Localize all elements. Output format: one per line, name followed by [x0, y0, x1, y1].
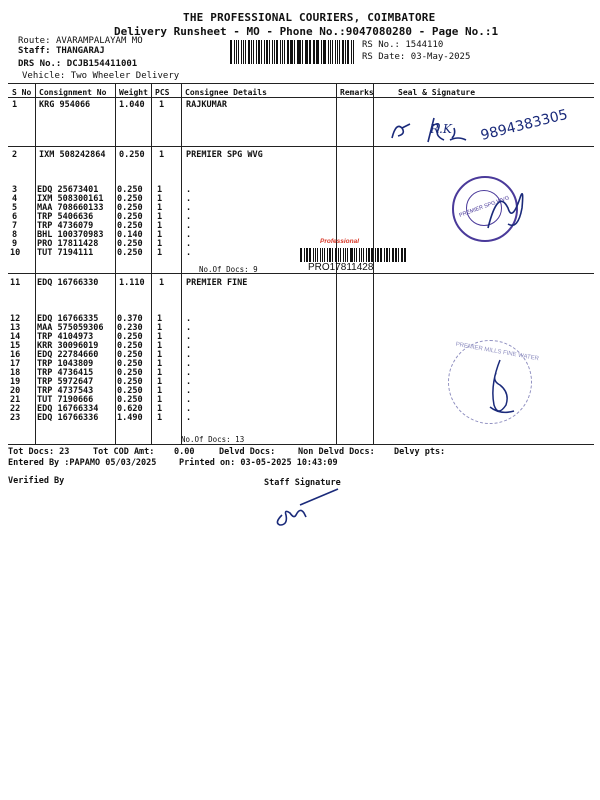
row-2-cno: IXM 508242864: [39, 150, 106, 160]
barcode-bar: [353, 40, 354, 64]
row-2-weight: 0.250: [119, 150, 145, 160]
vehicle-value: Two Wheeler Delivery: [70, 71, 180, 81]
row-22-pcs: 1: [157, 404, 163, 414]
barcode-bar: [398, 248, 399, 262]
col-weight: Weight: [119, 88, 148, 97]
row-15-sno: 15: [10, 341, 21, 351]
total-cod-label: Tot COD Amt:: [93, 447, 155, 457]
col-divider-1: [35, 84, 36, 444]
company-title: THE PROFESSIONAL COURIERS, COIMBATORE: [183, 11, 436, 24]
row-4-weight: 0.250: [117, 194, 143, 204]
barcode-bar: [343, 248, 344, 262]
barcode-bar: [313, 40, 314, 64]
row-20-sno: 20: [10, 386, 21, 396]
route-value: AVARAMPALAYAM MO: [55, 36, 143, 46]
barcode-bar: [377, 248, 379, 262]
row-19-cno: TRP 5972647: [37, 377, 94, 387]
row-6-dot: .: [186, 212, 192, 222]
row-13-dot: .: [186, 323, 192, 333]
barcode-bar: [306, 248, 308, 262]
barcode-bar: [236, 40, 237, 64]
barcode-bar: [330, 40, 331, 64]
row-19-weight: 0.250: [117, 377, 143, 387]
row-14-pcs: 1: [157, 332, 163, 342]
barcode-bar: [266, 40, 268, 64]
rs-no-label: RS No.:: [362, 40, 400, 50]
row-11-pcs: 1: [159, 278, 165, 288]
barcode-bar: [332, 248, 333, 262]
barcode-bar: [401, 248, 402, 262]
table-top-rule: [8, 83, 594, 84]
barcode-bar: [335, 40, 336, 64]
barcode-bar: [287, 40, 289, 64]
vehicle-label: Vehicle:: [22, 71, 66, 81]
barcode-bar: [322, 248, 323, 262]
row-12-cno: EDQ 16766335: [37, 314, 99, 324]
seal-2-scribble: [470, 345, 540, 425]
consignee-group-2: PREMIER SPG WVG: [186, 150, 263, 160]
row-10-cno: TUT 7194111: [37, 248, 94, 258]
barcode-bar: [309, 40, 311, 64]
col-remarks: Remarks: [340, 88, 374, 97]
row-3-pcs: 1: [157, 185, 163, 195]
row-20-weight: 0.250: [117, 386, 143, 396]
row-14-sno: 14: [10, 332, 21, 342]
barcode-bar: [368, 248, 371, 262]
barcode-bar: [304, 248, 306, 262]
barcode-bar: [272, 40, 274, 64]
barcode-bar: [317, 248, 318, 262]
row-21-pcs: 1: [157, 395, 163, 405]
staff-value: THANGARAJ: [55, 46, 105, 56]
row-3-cno: EDQ 25673401: [37, 185, 99, 195]
rs-date-label: RS Date:: [362, 52, 406, 62]
drs-value: DCJB154411001: [66, 59, 138, 69]
row-18-sno: 18: [10, 368, 21, 378]
col-consignee: Consignee Details: [185, 88, 267, 97]
barcode-bar: [315, 248, 317, 262]
col-pcs: PCS: [155, 88, 170, 97]
group2-rule: [8, 273, 594, 274]
row-3-sno: 3: [12, 185, 18, 195]
barcode-bar: [234, 40, 236, 64]
rs-barcode: [230, 40, 355, 64]
row-5-weight: 0.250: [117, 203, 143, 213]
row-5-dot: .: [186, 203, 192, 213]
route-row: [18, 36, 143, 46]
drs-row: [18, 59, 137, 69]
barcode-bar: [256, 40, 257, 64]
row-22-sno: 22: [10, 404, 21, 414]
row-4-dot: .: [186, 194, 192, 204]
row-1-weight: 1.040: [119, 100, 145, 110]
col-seal-signature: Seal & Signature: [398, 88, 476, 97]
row-1-cno: KRG 954066: [39, 100, 91, 110]
barcode-bar: [328, 40, 329, 64]
row-6-weight: 0.250: [117, 212, 143, 222]
barcode-bar: [339, 40, 340, 64]
barcode-bar: [321, 40, 322, 64]
table-bottom-rule: [8, 444, 594, 445]
row-8-pcs: 1: [157, 230, 163, 240]
runsheet-title: Delivery Runsheet - MO - Phone No.:9047080280 - Page No.:1: [114, 25, 499, 38]
row-9-dot: .: [186, 239, 192, 249]
barcode-bar: [264, 40, 265, 64]
row-17-pcs: 1: [157, 359, 163, 369]
row-19-pcs: 1: [157, 377, 163, 387]
rs-no-value: 1544110: [405, 40, 444, 50]
barcode-bar: [284, 40, 285, 64]
row-16-sno: 16: [10, 350, 21, 360]
barcode-bar: [302, 40, 303, 64]
row-12-pcs: 1: [157, 314, 163, 324]
row-15-weight: 0.250: [117, 341, 143, 351]
delivered-docs: Delvd Docs:: [219, 447, 276, 457]
barcode-bar: [300, 248, 302, 262]
barcode-bar: [276, 40, 278, 64]
row-20-cno: TRP 4737543: [37, 386, 94, 396]
row-21-cno: TUT 7190666: [37, 395, 94, 405]
row-15-dot: .: [186, 341, 192, 351]
barcode-bar: [351, 40, 353, 64]
verified-by: Verified By: [8, 476, 65, 486]
barcode-bar: [243, 40, 245, 64]
row-23-weight: 1.490: [117, 413, 143, 423]
row-7-pcs: 1: [157, 221, 163, 231]
recipient-signature: [380, 100, 595, 160]
row-5-cno: MAA 708660133: [37, 203, 104, 213]
barcode-bar: [386, 248, 388, 262]
drs-label: DRS No.:: [18, 59, 62, 69]
row-16-cno: EDQ 22784660: [37, 350, 99, 360]
row-23-cno: EDQ 16766336: [37, 413, 99, 423]
consignee-group-3: PREMIER FINE: [186, 278, 248, 288]
row-10-sno: 10: [10, 248, 21, 258]
row-17-weight: 0.250: [117, 359, 143, 369]
row-13-weight: 0.230: [117, 323, 143, 333]
staff-label: Staff:: [18, 46, 51, 56]
row-23-sno: 23: [10, 413, 21, 423]
row-6-pcs: 1: [157, 212, 163, 222]
row-2-pcs: 1: [159, 150, 165, 160]
row-12-sno: 12: [10, 314, 21, 324]
rs-no-row: [362, 40, 443, 50]
row-23-dot: .: [186, 413, 192, 423]
barcode-bar: [363, 248, 364, 262]
row-4-pcs: 1: [157, 194, 163, 204]
barcode-bar: [294, 40, 295, 64]
barcode-bar: [345, 248, 346, 262]
barcode-bar: [241, 40, 242, 64]
row-7-dot: .: [186, 221, 192, 231]
row-15-cno: KRR 30096019: [37, 341, 99, 351]
row-5-sno: 5: [12, 203, 18, 213]
barcode-bar: [280, 40, 282, 64]
entered-by: Entered By :PAPAMO 05/03/2025: [8, 458, 157, 468]
row-8-weight: 0.140: [117, 230, 143, 240]
row-10-weight: 0.250: [117, 248, 143, 258]
barcode-bar: [380, 248, 383, 262]
rs-date-row: [362, 52, 470, 62]
barcode-bar: [347, 40, 349, 64]
barcode-bar: [238, 40, 239, 64]
row-8-dot: .: [186, 230, 192, 240]
col-consignment: Consignment No: [39, 88, 107, 97]
row-14-weight: 0.250: [117, 332, 143, 342]
col-divider-3: [151, 84, 152, 444]
route-label: Route:: [18, 36, 51, 46]
row-1-pcs: 1: [159, 100, 165, 110]
barcode-bar: [316, 40, 318, 64]
barcode-bar: [335, 248, 337, 262]
row-11-cno: EDQ 16766330: [37, 278, 99, 288]
consignee-group-1: RAJKUMAR: [186, 100, 227, 110]
barcode-bar: [329, 248, 331, 262]
row-17-sno: 17: [10, 359, 21, 369]
row-22-cno: EDQ 16766334: [37, 404, 99, 414]
barcode-bar: [324, 40, 326, 64]
row-3-dot: .: [186, 185, 192, 195]
staff-signature-label: Staff Signature: [264, 478, 341, 488]
barcode-bar: [253, 40, 254, 64]
row-17-cno: TRP 1043809: [37, 359, 94, 369]
col-divider-4: [181, 84, 182, 444]
row-14-cno: TRP 4104973: [37, 332, 94, 342]
row-12-weight: 0.370: [117, 314, 143, 324]
header-bottom-rule: [8, 97, 594, 98]
barcode-bar: [309, 248, 311, 262]
row-22-dot: .: [186, 404, 192, 414]
barcode-bar: [320, 248, 321, 262]
row-10-pcs: 1: [157, 248, 163, 258]
col-sno: S No: [12, 88, 32, 97]
row-13-pcs: 1: [157, 323, 163, 333]
row-16-dot: .: [186, 350, 192, 360]
staff-signature-scribble: [270, 485, 350, 530]
delivery-points: Delvy pts:: [394, 447, 446, 457]
barcode-bar: [389, 248, 391, 262]
barcode-bar: [290, 40, 292, 64]
row-16-weight: 0.250: [117, 350, 143, 360]
row-8-sno: 8: [12, 230, 18, 240]
row-1-sno: 1: [12, 100, 18, 110]
non-delivered-docs: Non Delvd Docs:: [298, 447, 375, 457]
row-6-cno: TRP 5406636: [37, 212, 94, 222]
barcode-bar: [314, 40, 315, 64]
seal-1-scribble: [478, 178, 548, 238]
row-10-dot: .: [186, 248, 192, 258]
row-19-dot: .: [186, 377, 192, 387]
barcode-bar: [248, 40, 250, 64]
row-20-dot: .: [186, 386, 192, 396]
barcode-bar: [269, 40, 270, 64]
barcode-bar: [313, 248, 314, 262]
barcode-bar: [359, 248, 360, 262]
row-23-pcs: 1: [157, 413, 163, 423]
barcode-bar: [340, 248, 341, 262]
row-12-dot: .: [186, 314, 192, 324]
barcode-bar: [347, 248, 349, 262]
row-19-sno: 19: [10, 377, 21, 387]
row-9-pcs: 1: [157, 239, 163, 249]
vehicle-row: [22, 71, 179, 81]
handwritten-initials: R.K: [430, 122, 452, 136]
seal-2-text: PREMIER MILLS FINE WATER: [455, 341, 540, 363]
row-4-cno: IXM 508300161: [37, 194, 104, 204]
row-6-sno: 6: [12, 212, 18, 222]
barcode-bar: [354, 248, 355, 262]
row-11-weight: 1.110: [119, 278, 145, 288]
barcode-bar: [297, 40, 298, 64]
staff-row: [18, 46, 105, 56]
barcode-bar: [305, 40, 306, 64]
row-16-pcs: 1: [157, 350, 163, 360]
barcode-bar: [356, 248, 357, 262]
barcode-bar: [392, 248, 394, 262]
total-docs: Tot Docs: 23: [8, 447, 70, 457]
barcode-bar: [350, 248, 353, 262]
row-9-cno: PRO 17811428: [37, 239, 99, 249]
professional-logo: Professional: [320, 238, 360, 245]
row-7-weight: 0.250: [117, 221, 143, 231]
row-4-sno: 4: [12, 194, 18, 204]
barcode-bar: [332, 40, 334, 64]
barcode-bar: [395, 248, 397, 262]
row-7-cno: TRP 4736079: [37, 221, 94, 231]
row-3-weight: 0.250: [117, 185, 143, 195]
row-18-pcs: 1: [157, 368, 163, 378]
row-18-cno: TRP 4736415: [37, 368, 94, 378]
barcode-bar: [245, 40, 246, 64]
barcode-bar: [337, 40, 338, 64]
col-divider-2: [115, 84, 116, 444]
row-8-cno: BHL 100370983: [37, 230, 104, 240]
total-cod-value: 0.00: [174, 447, 195, 457]
barcode-bar: [261, 40, 263, 64]
group-3-docs-count: No.Of Docs: 13: [181, 435, 245, 444]
seal-1-text: PREMIER SPG WVG: [458, 195, 511, 219]
row-13-cno: MAA 575059306: [37, 323, 104, 333]
row-14-dot: .: [186, 332, 192, 342]
row-22-weight: 0.620: [117, 404, 143, 414]
barcode-bar: [230, 40, 232, 64]
row-20-pcs: 1: [157, 386, 163, 396]
row-11-sno: 11: [10, 278, 21, 288]
row-18-weight: 0.250: [117, 368, 143, 378]
barcode-bar: [258, 40, 260, 64]
barcode-bar: [324, 248, 325, 262]
handwritten-phone: 9894383305: [479, 106, 570, 144]
barcode-bar: [282, 40, 283, 64]
row-17-dot: .: [186, 359, 192, 369]
row-15-pcs: 1: [157, 341, 163, 351]
row-21-dot: .: [186, 395, 192, 405]
barcode-bar: [323, 40, 324, 64]
row-21-sno: 21: [10, 395, 21, 405]
row-7-sno: 7: [12, 221, 18, 231]
barcode-bar: [274, 40, 275, 64]
barcode-bar: [342, 40, 344, 64]
barcode-bar: [375, 248, 376, 262]
barcode-number: PRO17811428: [308, 262, 374, 273]
row-18-dot: .: [186, 368, 192, 378]
rs-date-value: 03-May-2025: [410, 52, 471, 62]
row-13-sno: 13: [10, 323, 21, 333]
barcode-bar: [345, 40, 346, 64]
row-2-sno: 2: [12, 150, 18, 160]
barcode-bar: [306, 40, 308, 64]
barcode-bar: [338, 248, 340, 262]
row-9-sno: 9: [12, 239, 18, 249]
row-21-weight: 0.250: [117, 395, 143, 405]
consignment-barcode: [300, 248, 408, 262]
barcode-bar: [404, 248, 406, 262]
barcode-bar: [384, 248, 385, 262]
barcode-bar: [361, 248, 363, 262]
row-9-weight: 0.250: [117, 239, 143, 249]
barcode-bar: [298, 40, 300, 64]
barcode-bar: [371, 248, 373, 262]
printed-on: Printed on: 03-05-2025 10:43:09: [179, 458, 338, 468]
barcode-bar: [327, 248, 329, 262]
group-2-docs-count: No.Of Docs: 9: [199, 265, 258, 274]
row-5-pcs: 1: [157, 203, 163, 213]
barcode-bar: [402, 248, 403, 262]
barcode-bar: [251, 40, 253, 64]
barcode-bar: [366, 248, 367, 262]
